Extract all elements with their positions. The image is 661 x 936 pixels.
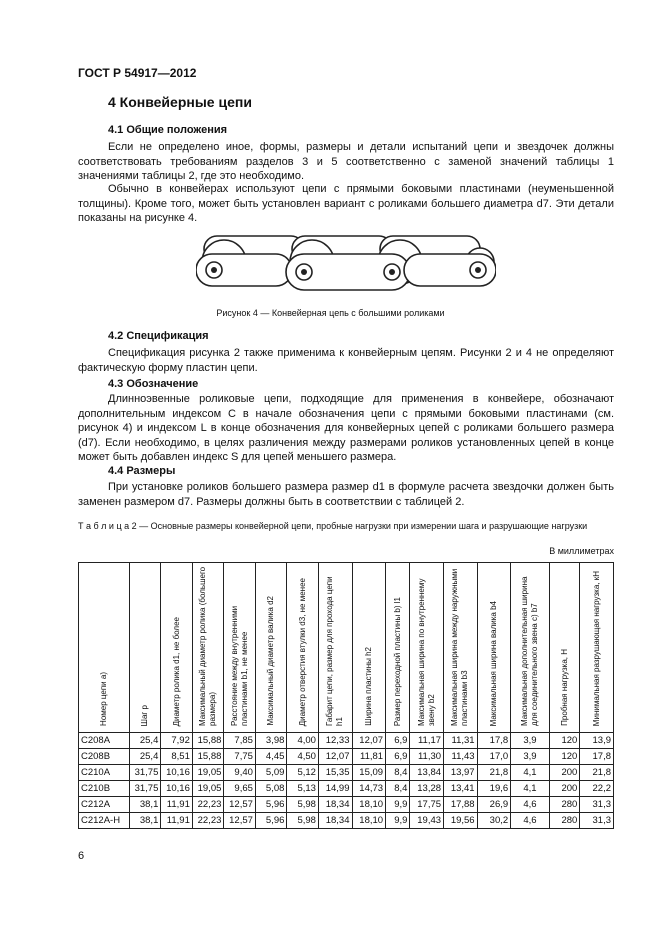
- table-cell: 12,07: [352, 733, 386, 749]
- page-number: 6: [78, 850, 85, 862]
- table-cell: 17,88: [444, 797, 478, 813]
- table-header-label: Ширина пластины h2: [363, 647, 373, 726]
- table-cell: 11,17: [410, 733, 444, 749]
- table-cell: 200: [549, 781, 580, 797]
- dimensions-table: [78, 562, 614, 829]
- table-header-cell: [287, 563, 319, 733]
- paragraph-4-4: При установке роликов большего размера размер d1 в формуле расчета звездочки должен быть заменен размером d7. Размеры должны быть в соответствии с таблицей 2.: [78, 481, 614, 508]
- table-cell: 5,96: [255, 797, 287, 813]
- table-cell: 5,96: [255, 813, 287, 829]
- table-header-cell: [352, 563, 386, 733]
- table-cell: 3,98: [255, 733, 287, 749]
- table-cell: 9,65: [224, 781, 256, 797]
- table-cell: 4,45: [255, 749, 287, 765]
- figure-caption: Рисунок 4 — Конвейерная цепь с большими роликами: [216, 308, 445, 318]
- table-header-cell: [224, 563, 256, 733]
- table-cell: 5,98: [287, 813, 319, 829]
- table-header-cell: [580, 563, 614, 733]
- table-header-label: Максимальная ширина между наружными пластинами b3: [450, 568, 470, 726]
- table-header-label: Минимальная разрушающая нагрузка, кН: [591, 570, 601, 726]
- subsection-4-3-title: 4.3 Обозначение: [108, 378, 199, 390]
- table-cell: 11,81: [352, 749, 386, 765]
- table-cell: 12,57: [224, 813, 256, 829]
- table-row: [79, 765, 614, 781]
- table-header-label: Максимальная дополнительная ширина для соединительного звена c) b7: [519, 576, 539, 726]
- table-cell: 7,75: [224, 749, 256, 765]
- table-units: В миллиметрах: [549, 546, 614, 556]
- table-cell: 19,05: [192, 765, 224, 781]
- table-header-cell: [161, 563, 193, 733]
- table-cell: 9,9: [386, 813, 410, 829]
- table-row: [79, 797, 614, 813]
- table-header-cell: [477, 563, 511, 733]
- table-cell: 7,92: [161, 733, 193, 749]
- table-cell: 25,4: [129, 749, 161, 765]
- paragraph-4-3: Длинноэвенные роликовые цепи, подходящие для применения в конвейере, обозначают дополнительным индексом С в начале обозначения цепи с прямыми боковыми пластинами (см. рисунок 4) и индексом L в конце обозначения для конвейерных цепей с роликами большего размера (d7). Если необходимо, в целях различения между размерами роликов установленных цепей в конце может быть добавлен индекс S для цепей меньшего размера.: [78, 393, 614, 463]
- table-cell: 17,8: [477, 733, 511, 749]
- table-header-cell: [192, 563, 224, 733]
- table-cell: 4,6: [511, 797, 550, 813]
- table-header-cell: [318, 563, 352, 733]
- table-cell: 4,1: [511, 765, 550, 781]
- table-row: [79, 813, 614, 829]
- table-cell: 10,16: [161, 765, 193, 781]
- chain-number-cell: C212A: [79, 797, 130, 813]
- table-cell: 25,4: [129, 733, 161, 749]
- table-header-label: Номер цепи a): [98, 672, 108, 726]
- table-cell: 280: [549, 813, 580, 829]
- table-cell: 4,1: [511, 781, 550, 797]
- table-cell: 5,09: [255, 765, 287, 781]
- table-cell: 3,9: [511, 733, 550, 749]
- table-row: [79, 781, 614, 797]
- table-cell: 13,84: [410, 765, 444, 781]
- table-cell: 8,4: [386, 781, 410, 797]
- table-cell: 12,33: [318, 733, 352, 749]
- subsection-4-2-title: 4.2 Спецификация: [108, 330, 209, 342]
- table-cell: 3,9: [511, 749, 550, 765]
- table-cell: 22,23: [192, 813, 224, 829]
- table-header-cell: [386, 563, 410, 733]
- table-cell: 5,12: [287, 765, 319, 781]
- table-cell: 15,88: [192, 733, 224, 749]
- conveyor-chain-figure: [196, 226, 496, 301]
- table-cell: 21,8: [580, 765, 614, 781]
- table-header-label: Шаг p: [140, 704, 150, 726]
- table-cell: 4,6: [511, 813, 550, 829]
- table-header-cell: [255, 563, 287, 733]
- table-header-label: Максимальная ширина по внутреннему звену b2: [416, 578, 436, 726]
- table-header-label: Диаметр ролика d1, не более: [171, 616, 181, 726]
- table-cell: 19,05: [192, 781, 224, 797]
- table-cell: 6,9: [386, 749, 410, 765]
- subsection-4-1-title: 4.1 Общие положения: [108, 124, 228, 136]
- table-cell: 5,13: [287, 781, 319, 797]
- table-cell: 6,9: [386, 733, 410, 749]
- table-header-label: Пробная нагрузка, Н: [559, 649, 569, 726]
- table-cell: 18,10: [352, 813, 386, 829]
- section-title: 4 Конвейерные цепи: [108, 94, 252, 110]
- table-header-row: [79, 563, 614, 733]
- table-cell: 30,2: [477, 813, 511, 829]
- table-cell: 14,99: [318, 781, 352, 797]
- table-cell: 13,97: [444, 765, 478, 781]
- table-cell: 5,98: [287, 797, 319, 813]
- table-cell: 17,75: [410, 797, 444, 813]
- table-cell: 9,9: [386, 797, 410, 813]
- table-cell: 11,91: [161, 813, 193, 829]
- table-cell: 17,8: [580, 749, 614, 765]
- table-cell: 13,28: [410, 781, 444, 797]
- table-cell: 11,30: [410, 749, 444, 765]
- table-cell: 19,6: [477, 781, 511, 797]
- table-cell: 19,56: [444, 813, 478, 829]
- table-header-label: Максимальный диаметр валика d2: [266, 596, 276, 726]
- table-cell: 280: [549, 797, 580, 813]
- chain-number-cell: C210B: [79, 781, 130, 797]
- paragraph-4-1-a: Если не определено иное, формы, размеры и детали испытаний цепи и звездочек должны соответствовать требованиям разделов 3 и 5 соответственно с заменой значений таблицы 1 значениями таблицы 2, где это необходимо.: [78, 141, 614, 182]
- table-cell: 31,3: [580, 797, 614, 813]
- table-cell: 7,85: [224, 733, 256, 749]
- table-cell: 10,16: [161, 781, 193, 797]
- table-cell: 13,9: [580, 733, 614, 749]
- table-cell: 31,3: [580, 813, 614, 829]
- table-cell: 14,73: [352, 781, 386, 797]
- table-cell: 31,75: [129, 781, 161, 797]
- table-header-cell: [444, 563, 478, 733]
- paragraph-4-2: Спецификация рисунка 2 также применима к конвейерным цепям. Рисунки 2 и 4 не определяют фактическую форму пластин цепи.: [78, 347, 614, 374]
- table-header-label: Максимальная ширина валика b4: [488, 600, 498, 726]
- chain-number-cell: C208B: [79, 749, 130, 765]
- table-cell: 5,08: [255, 781, 287, 797]
- table-cell: 120: [549, 749, 580, 765]
- table-cell: 22,23: [192, 797, 224, 813]
- table-header-label: Диаметр отверстия втулки d3, не менее: [297, 577, 307, 726]
- table-cell: 31,75: [129, 765, 161, 781]
- table-header-label: Размер переходной пластины b) l1: [392, 596, 402, 726]
- table-header-label: Максимальный диаметр ролика (большего размера): [198, 566, 218, 726]
- table-header-cell: [129, 563, 161, 733]
- table-cell: 8,4: [386, 765, 410, 781]
- table-cell: 13,41: [444, 781, 478, 797]
- chain-number-cell: C210A: [79, 765, 130, 781]
- table-cell: 4,50: [287, 749, 319, 765]
- table-header-cell: [410, 563, 444, 733]
- table-cell: 120: [549, 733, 580, 749]
- table-cell: 12,57: [224, 797, 256, 813]
- table-cell: 11,91: [161, 797, 193, 813]
- table-cell: 38,1: [129, 813, 161, 829]
- table-header-cell: [549, 563, 580, 733]
- table-cell: 18,34: [318, 813, 352, 829]
- table-caption: Т а б л и ц а 2 — Основные размеры конвейерной цепи, пробные нагрузки при измерении шага и разрушающие нагрузки: [78, 521, 588, 531]
- table-cell: 19,43: [410, 813, 444, 829]
- table-cell: 21,8: [477, 765, 511, 781]
- table-header-label: Расстояние между внутренними пластинами b1, не менее: [229, 605, 249, 726]
- table-cell: 15,88: [192, 749, 224, 765]
- table-row: [79, 733, 614, 749]
- table-cell: 11,31: [444, 733, 478, 749]
- chain-number-cell: C208A: [79, 733, 130, 749]
- table-cell: 18,10: [352, 797, 386, 813]
- table-cell: 22,2: [580, 781, 614, 797]
- table-cell: 200: [549, 765, 580, 781]
- table-header-cell: [79, 563, 130, 733]
- table-cell: 15,35: [318, 765, 352, 781]
- document-code: ГОСТ Р 54917—2012: [78, 66, 197, 80]
- table-header-label: Габарит цепи, размер для прохода цепи h1: [325, 576, 345, 726]
- table-cell: 11,43: [444, 749, 478, 765]
- table-cell: 8,51: [161, 749, 193, 765]
- table-cell: 15,09: [352, 765, 386, 781]
- table-cell: 26,9: [477, 797, 511, 813]
- paragraph-4-1-b: Обычно в конвейерах используют цепи с прямыми боковыми пластинами (неуменьшенной толщины). Кроме того, может быть установлен вариант с роликами большего диаметра d7. Эти детали показаны на рисунке 4.: [78, 183, 614, 224]
- table-header-cell: [511, 563, 550, 733]
- table-cell: 4,00: [287, 733, 319, 749]
- table-cell: 18,34: [318, 797, 352, 813]
- table-cell: 17,0: [477, 749, 511, 765]
- subsection-4-4-title: 4.4 Размеры: [108, 465, 176, 477]
- table-cell: 38,1: [129, 797, 161, 813]
- table-row: [79, 749, 614, 765]
- table-cell: 12,07: [318, 749, 352, 765]
- table-cell: 9,40: [224, 765, 256, 781]
- chain-number-cell: C212A-H: [79, 813, 130, 829]
